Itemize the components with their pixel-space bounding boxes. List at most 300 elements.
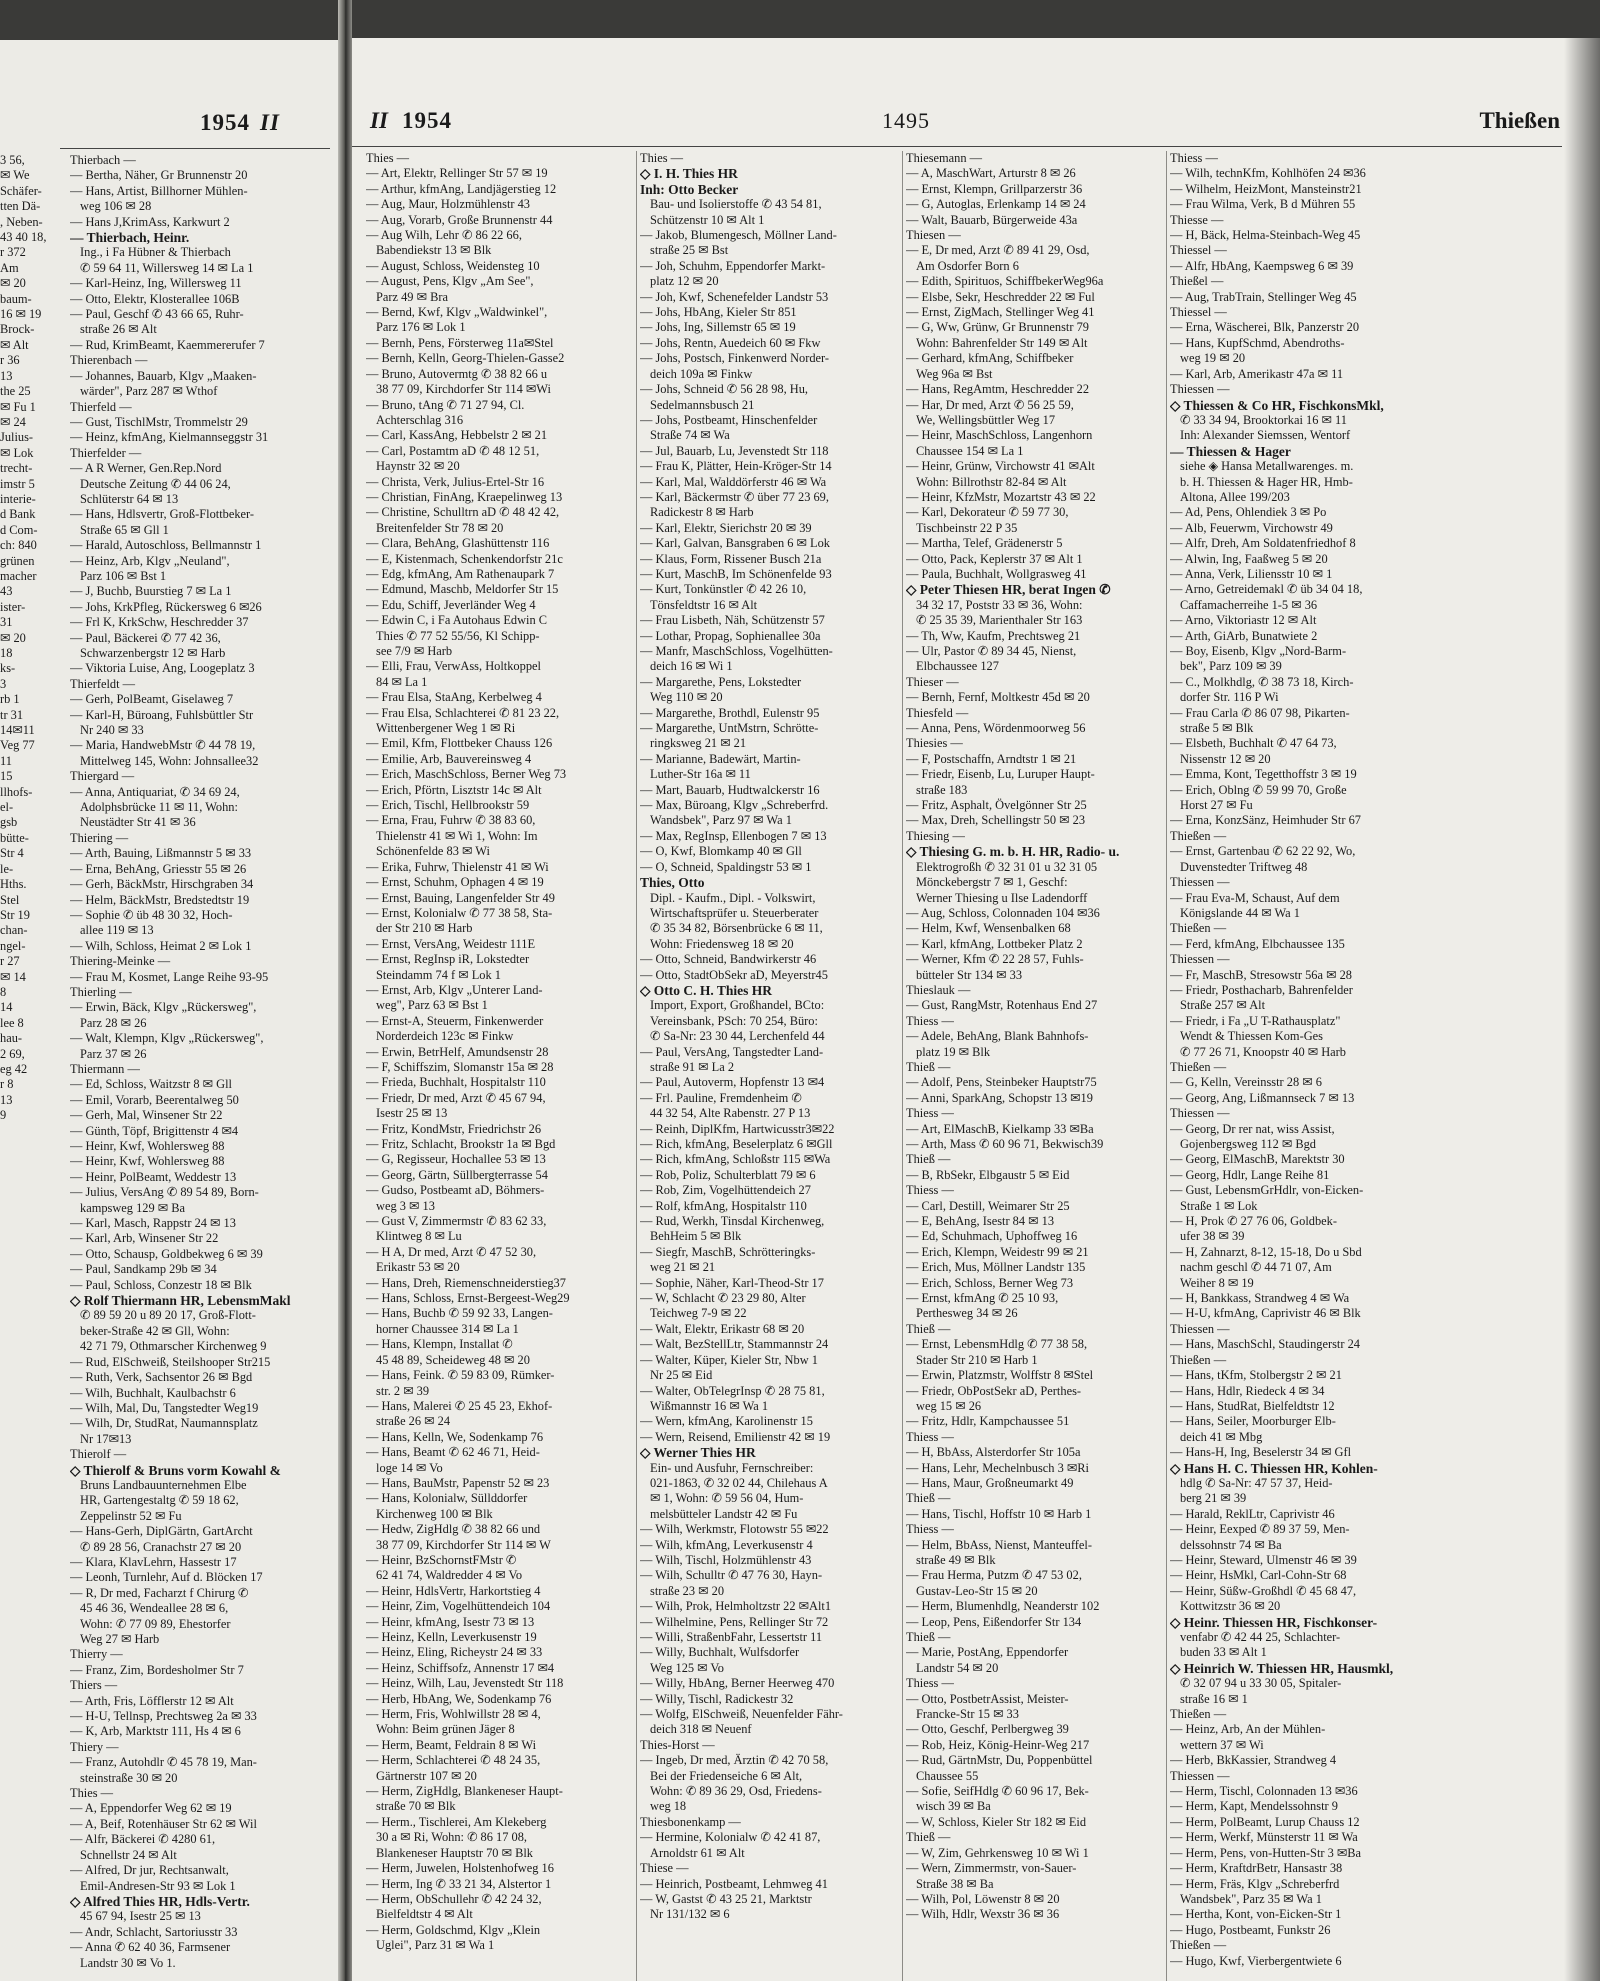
directory-entry: ringksweg 21 ✉ 21 xyxy=(650,736,747,751)
surname-heading: Thieß — xyxy=(906,1491,951,1506)
directory-entry: ✆ 89 28 56, Cranachstr 27 ✉ 20 xyxy=(80,1539,242,1554)
surname-heading: Thiess — xyxy=(906,1522,954,1537)
directory-entry: Wittenbergener Weg 1 ✉ Ri xyxy=(376,721,516,736)
cut-off-line: 43 xyxy=(0,584,13,599)
directory-entry: — Herm, Goldschmd, Klgv „Klein xyxy=(366,1922,541,1937)
directory-entry: ◇ Heinrich W. Thiessen HR, Hausmkl, xyxy=(1170,1660,1394,1676)
directory-entry: Duvenstedter Triftweg 48 xyxy=(1180,859,1308,874)
directory-entry: — Frau M, Kosmet, Lange Reihe 93-95 xyxy=(70,969,269,984)
directory-entry: — Erwin, Bäck, Klgv „Rückersweg", xyxy=(70,1000,257,1015)
directory-entry: Schnellstr 24 ✉ Alt xyxy=(80,1847,177,1862)
cut-off-line: rb 1 xyxy=(0,692,20,707)
directory-entry: Straße 74 ✉ Wa xyxy=(650,428,730,443)
cut-off-line: baum- xyxy=(0,291,32,306)
directory-entry: — Anna, Verk, Liliensstr 10 ✉ 1 xyxy=(1170,566,1333,581)
directory-entry: buden 33 ✉ Alt 1 xyxy=(1180,1645,1267,1660)
directory-entry: Königslande 44 ✉ Wa 1 xyxy=(1180,905,1300,920)
directory-entry: — Herm, Tischl, Colonnaden 13 ✉36 xyxy=(1170,1784,1358,1799)
directory-entry: Straße 65 ✉ Gll 1 xyxy=(80,522,169,537)
directory-entry: — Max, RegInsp, Ellenbogen 7 ✉ 13 xyxy=(640,828,827,843)
cut-off-line: Schäfer- xyxy=(0,183,42,198)
directory-entry: — Walt, BezStellLtr, Stammannstr 24 xyxy=(640,1337,829,1352)
directory-entry: — Hans, BauMstr, Papenstr 52 ✉ 23 xyxy=(366,1475,550,1490)
cut-off-line: 31 xyxy=(0,615,13,630)
directory-entry: ◇ Alfred Thies HR, Hdls-Vertr. xyxy=(70,1893,250,1909)
directory-entry: — Alb, Feuerwm, Virchowstr 49 xyxy=(1170,520,1333,535)
surname-heading: Thiering — xyxy=(70,830,129,845)
directory-entry: beker-Straße 42 ✉ Gll, Wohn: xyxy=(80,1323,230,1338)
surname-heading: Thieß — xyxy=(906,1630,951,1644)
surname-heading: Thierolf — xyxy=(70,1447,127,1462)
directory-entry: — Th, Ww, Kaufm, Prechtsweg 21 xyxy=(906,628,1081,643)
directory-entry: — Frieda, Buchhalt, Hospitalstr 110 xyxy=(366,1075,546,1090)
directory-entry: — A, Eppendorfer Weg 62 ✉ 19 xyxy=(70,1801,232,1816)
directory-entry: straße 23 ✉ 20 xyxy=(650,1583,725,1598)
directory-entry: straße 70 ✉ Blk xyxy=(376,1799,456,1814)
directory-entry: Wirtschaftsprüfer u. Steuerberater xyxy=(650,905,819,920)
directory-entry: — Hans, RegAmtm, Heschredder 22 xyxy=(906,382,1090,397)
cut-off-line: chan- xyxy=(0,923,28,938)
directory-entry: — Ernst, Bauing, Langenfelder Str 49 xyxy=(366,890,555,905)
surname-heading: Thiessen — xyxy=(1170,1768,1230,1783)
cut-off-line: r 27 xyxy=(0,954,20,969)
directory-entry: — G, Kelln, Vereinsstr 28 ✉ 6 xyxy=(1170,1075,1322,1090)
directory-entry: — Ed, Schuhmach, Uphoffweg 16 xyxy=(906,1229,1078,1244)
directory-entry: ◇ Thiessen & Co HR, FischkonsMkl, xyxy=(1170,397,1384,413)
directory-entry: — Heinr, BzSchornstFMstr ✆ xyxy=(366,1552,517,1567)
surname-heading: Thies — xyxy=(366,151,410,165)
directory-entry: — Hans, Feink. ✆ 59 83 09, Rümker- xyxy=(366,1368,555,1383)
directory-entry: — Ernst, Arb, Klgv „Unterer Land- xyxy=(366,982,543,997)
directory-entry: — Ernst, Kolonialw ✆ 77 38 58, Sta- xyxy=(366,905,553,920)
directory-entry: see 7/9 ✉ Harb xyxy=(376,644,453,658)
surname-heading: Thies — xyxy=(640,151,684,165)
directory-entry: Wohn: Beim grünen Jäger 8 xyxy=(376,1722,515,1737)
directory-entry: — Kurt, MaschB, Im Schönenfelde 93 xyxy=(640,566,832,581)
directory-entry: Parz 176 ✉ Lok 1 xyxy=(376,320,466,335)
directory-entry: — Ernst, Klempn, Grillparzerstr 36 xyxy=(906,181,1083,196)
directory-entry: siehe ◈ Hansa Metallwarenges. m. xyxy=(1180,459,1354,474)
directory-entry: — Friedr, ObPostSekr aD, Perthes- xyxy=(906,1383,1082,1398)
directory-entry: Weg 27 ✉ Harb xyxy=(80,1632,160,1646)
directory-entry: loge 14 ✉ Vo xyxy=(376,1460,443,1475)
directory-entry: — Erich, Tischl, Hellbrookstr 59 xyxy=(366,798,530,813)
directory-entry: — Aug Wilh, Lehr ✆ 86 22 66, xyxy=(366,228,522,243)
directory-entry: — Helm, BbAss, Nienst, Manteuffel- xyxy=(906,1537,1092,1552)
directory-entry: weg 18 xyxy=(650,1799,687,1814)
directory-entry: Altona, Allee 199/203 xyxy=(1180,489,1290,504)
directory-entry: — Alfr, Bäckerei ✆ 4280 61, xyxy=(70,1832,216,1847)
directory-entry: — Clara, BehAng, Glashüttenstr 116 xyxy=(366,536,550,551)
directory-entry: — Rob, Heiz, König-Heinr-Weg 217 xyxy=(906,1737,1090,1752)
cut-off-line: r 8 xyxy=(0,1077,14,1092)
cut-off-line: Str 19 xyxy=(0,907,30,922)
directory-entry: — Aug, Vorarb, Große Brunnenstr 44 xyxy=(366,212,553,227)
directory-entry: — Wern, Zimmermstr, von-Sauer- xyxy=(906,1861,1077,1876)
directory-entry: — Thierbach, Heinr. xyxy=(70,230,190,246)
cut-off-line: grünen xyxy=(0,553,35,568)
directory-entry: Thies, Otto xyxy=(640,875,705,891)
surname-heading: Thieser — xyxy=(906,674,959,689)
directory-entry: — Hans, Dreh, Riemenschneiderstieg37 xyxy=(366,1275,566,1290)
running-head: Thießen xyxy=(1479,108,1560,133)
directory-entry: 38 77 09, Kirchdorfer Str 114 ✉Wi xyxy=(376,382,551,397)
directory-entry: Horst 27 ✉ Fu xyxy=(1180,798,1253,813)
directory-entry: Inh: Otto Becker xyxy=(640,181,739,197)
directory-entry: — Max, Büroang, Klgv „Schreberfrd. xyxy=(640,798,829,813)
directory-entry: wisch 39 ✉ Ba xyxy=(916,1799,991,1814)
directory-entry: — Hans, Kolonialw, Süllddorfer xyxy=(366,1491,528,1506)
directory-entry: Parz 37 ✉ 26 xyxy=(80,1046,147,1061)
directory-entry: deich 109a ✉ Finkw xyxy=(650,366,753,381)
directory-entry: — Edg, kfmAng, Am Rathenaupark 7 xyxy=(366,566,555,581)
cut-off-line: the 25 xyxy=(0,384,31,399)
directory-entry: — Christine, Schulltrn aD ✆ 48 42 42, xyxy=(366,505,560,520)
directory-entry: — Paul, VersAng, Tangstedter Land- xyxy=(640,1044,824,1059)
cut-off-line: 15 xyxy=(0,769,13,784)
directory-entry: — Erwin, BetrHelf, Amundsenstr 28 xyxy=(366,1044,549,1059)
surname-heading: Thiermann — xyxy=(70,1061,140,1076)
directory-entry: bek", Parz 109 ✉ 39 xyxy=(1180,659,1282,674)
directory-entry: ✆ Sa-Nr: 23 30 44, Lerchenfeld 44 xyxy=(650,1029,825,1044)
directory-entry: — Gust, LebensmGrHdlr, von-Eicken- xyxy=(1170,1183,1364,1198)
directory-entry: — Ulr, Pastor ✆ 89 34 45, Nienst, xyxy=(906,644,1077,658)
directory-entry: Blankeneser Hauptstr 70 ✉ Blk xyxy=(376,1845,533,1860)
directory-entry: straße 91 ✉ La 2 xyxy=(650,1059,735,1074)
directory-entry: straße 26 ✉ Alt xyxy=(80,322,157,337)
directory-entry: — Hertha, Kont, von-Eicken-Str 1 xyxy=(1170,1907,1342,1922)
directory-entry: — Herm, Fräs, Klgv „Schreberfrd xyxy=(1170,1876,1340,1891)
surname-heading: Thiessen — xyxy=(1170,1106,1230,1121)
left-page xyxy=(0,40,338,1981)
directory-entry: — Otto, Schneid, Bandwirkerstr 46 xyxy=(640,952,817,967)
directory-entry: — Joh, Schuhm, Eppendorfer Markt- xyxy=(640,258,826,273)
directory-entry: — Herb, BkKassier, Strandweg 4 xyxy=(1170,1753,1337,1768)
directory-entry: 44 32 54, Alte Rabenstr. 27 P 13 xyxy=(650,1106,811,1121)
directory-entry: — Ernst, kfmAng ✆ 25 10 93, xyxy=(906,1291,1059,1306)
directory-entry: weg 106 ✉ 28 xyxy=(80,199,152,214)
directory-entry: Straße 1 ✉ Lok xyxy=(1180,1198,1258,1213)
directory-entry: — Johs, Ing, Sillemstr 65 ✉ 19 xyxy=(640,320,796,335)
column-divider xyxy=(1166,151,1167,1981)
directory-entry: — Hans, Seiler, Moorburger Elb- xyxy=(1170,1414,1336,1429)
directory-entry: — Joh, Kwf, Schenefelder Landstr 53 xyxy=(640,289,829,304)
directory-entry: ◇ Heinr. Thiessen HR, Fischkonser- xyxy=(1170,1614,1378,1630)
directory-entry: berg 21 ✉ 39 xyxy=(1180,1491,1247,1506)
directory-entry: 021-1863, ✆ 32 02 44, Chilehaus A xyxy=(650,1475,828,1490)
cut-off-line: 13 xyxy=(0,368,13,383)
directory-entry: Elbchaussee 127 xyxy=(916,659,999,674)
directory-entry: — Wilh, Prok, Helmholtzstr 22 ✉Alt1 xyxy=(640,1599,832,1614)
directory-entry: — Willy, Tischl, Radickestr 32 xyxy=(640,1691,794,1706)
directory-entry: — Emil, Vorarb, Beerentalweg 50 xyxy=(70,1092,239,1107)
directory-entry: — Ernst, LebensmHdlg ✆ 77 38 58, xyxy=(906,1337,1088,1352)
directory-entry: Wendt & Thiessen Kom-Ges xyxy=(1180,1029,1323,1044)
directory-entry: — Heinr, Eexped ✆ 89 37 59, Men- xyxy=(1170,1522,1350,1537)
directory-entry: b. H. Thiessen & Hager HR, Hmb- xyxy=(1180,474,1353,489)
surname-heading: Thießen — xyxy=(1170,1059,1227,1074)
cut-off-line: bütte- xyxy=(0,830,29,845)
directory-entry: — Reinh, DiplKfm, Hartwicusstr3✉22 xyxy=(640,1121,835,1136)
directory-entry: — Harald, ReklLtr, Caprivistr 46 xyxy=(1170,1506,1335,1521)
directory-entry: der Str 210 ✉ Harb xyxy=(376,921,473,936)
directory-entry: — Willi, StraßenbFahr, Lessertstr 11 xyxy=(640,1630,823,1644)
directory-entry: — Friedr, Dr med, Arzt ✆ 45 67 94, xyxy=(366,1090,546,1105)
directory-entry: — Georg, Dr rer nat, wiss Assist, xyxy=(1170,1121,1335,1136)
book-gutter xyxy=(338,0,352,1981)
directory-column-1 xyxy=(366,151,636,1954)
directory-entry: — Heinr, HsMkl, Carl-Cohn-Str 68 xyxy=(1170,1568,1347,1583)
directory-entry: — Wilh, Tischl, Holzmühlenstr 43 xyxy=(640,1552,812,1567)
directory-entry: — Frau Wilma, Verk, B d Mühren 55 xyxy=(1170,197,1356,212)
directory-entry: — Johs, KrkPfleg, Rückersweg 6 ✉26 xyxy=(70,599,262,614)
directory-entry: — W, Schloss, Kieler Str 182 ✉ Eid xyxy=(906,1814,1087,1829)
directory-entry: — Boy, Eisenb, Klgv „Nord-Barm- xyxy=(1170,644,1347,658)
directory-entry: — Franz, Zim, Bordesholmer Str 7 xyxy=(70,1662,244,1677)
directory-entry: straße 183 xyxy=(916,782,968,797)
directory-entry: — Edith, Spirituos, SchiffbekerWeg96a xyxy=(906,274,1104,289)
directory-entry: Wandsbek", Parz 97 ✉ Wa 1 xyxy=(650,813,792,828)
directory-entry: weg 19 ✉ 20 xyxy=(1180,351,1246,366)
directory-entry: Radickestr 8 ✉ Harb xyxy=(650,505,754,520)
directory-entry: — Erna, KonzSänz, Heimhuder Str 67 xyxy=(1170,813,1361,828)
directory-entry: — R, Dr med, Facharzt f Chirurg ✆ xyxy=(70,1585,249,1600)
directory-entry: ufer 38 ✉ 39 xyxy=(1180,1229,1245,1244)
directory-entry: — W, Schlacht ✆ 23 29 80, Alter xyxy=(640,1291,806,1306)
directory-entry: Teichweg 7-9 ✉ 22 xyxy=(650,1306,747,1321)
directory-entry: 45 46 36, Wendeallee 28 ✉ 6, xyxy=(80,1601,229,1616)
directory-entry: — Karl, Arb, Winsener Str 22 xyxy=(70,1231,219,1246)
directory-entry: — Heinr, Kwf, Wohlersweg 88 xyxy=(70,1154,225,1169)
directory-entry: straße 26 ✉ 24 xyxy=(376,1414,451,1429)
surname-heading: Thiess — xyxy=(1170,151,1218,165)
directory-entry: Wohn: Friedensweg 18 ✉ 20 xyxy=(650,936,794,951)
directory-entry: — Paul, Bäckerei ✆ 77 42 36, xyxy=(70,630,221,645)
directory-entry: — Walter, ObTelegrInsp ✆ 28 75 81, xyxy=(640,1383,825,1398)
directory-entry: — Walter, Küper, Kieler Str, Nbw 1 xyxy=(640,1352,818,1367)
directory-entry: — Hans, Schloss, Ernst-Bergeest-Weg29 xyxy=(366,1291,570,1306)
surname-heading: Thießen — xyxy=(1170,1707,1227,1722)
directory-entry: Straße 257 ✉ Alt xyxy=(1180,998,1266,1013)
directory-entry: Luther-Str 16a ✉ 11 xyxy=(650,767,751,782)
surname-heading: Thies-Horst — xyxy=(640,1737,715,1752)
cut-off-line: ✉ Fu 1 xyxy=(0,399,36,414)
directory-column-2 xyxy=(640,151,902,1923)
surname-heading: Thierry — xyxy=(70,1647,123,1662)
directory-entry: Weiher 8 ✉ 19 xyxy=(1180,1275,1254,1290)
directory-entry: Wohn: ✆ 89 36 29, Osd, Friedens- xyxy=(650,1784,822,1799)
directory-entry: — Hans, KupfSchmd, Abendroths- xyxy=(1170,335,1345,350)
directory-entry: 45 67 94, Isestr 25 ✉ 13 xyxy=(80,1909,201,1924)
directory-entry: — Max, Dreh, Schellingstr 50 ✉ 23 xyxy=(906,813,1086,828)
surname-heading: Thiessen — xyxy=(1170,875,1230,890)
directory-entry: — Christian, FinAng, Kraepelinweg 13 xyxy=(366,489,563,504)
cut-off-line: Stel xyxy=(0,892,20,907)
directory-entry: — Otto, Geschf, Perlbergweg 39 xyxy=(906,1722,1069,1737)
directory-entry: — Herm, Juwelen, Holstenhofweg 16 xyxy=(366,1861,554,1876)
directory-entry: — Heinrich, Postbeamt, Lehmweg 41 xyxy=(640,1876,828,1891)
directory-entry: — Wilh, Dr, StudRat, Naumannsplatz xyxy=(70,1416,258,1431)
directory-entry: 30 a ✉ Ri, Wohn: ✆ 86 17 08, xyxy=(376,1830,528,1845)
directory-entry: — Erich, Oblng ✆ 59 99 70, Große xyxy=(1170,782,1347,797)
directory-entry: — August, Pens, Klgv „Am See", xyxy=(366,274,534,289)
directory-entry: — F, Postschaffn, Arndtstr 1 ✉ 21 xyxy=(906,751,1077,766)
directory-entry: Wohn: Billrothstr 82-84 ✉ Alt xyxy=(916,474,1067,489)
directory-entry: — Alfr, HbAng, Kaempsweg 6 ✉ 39 xyxy=(1170,258,1354,273)
directory-entry: — Ruth, Verk, Sachsentor 26 ✉ Bgd xyxy=(70,1370,253,1385)
directory-entry: — G, Ww, Grünw, Gr Brunnenstr 79 xyxy=(906,320,1089,335)
directory-entry: Wohn: Bahrenfelder Str 149 ✉ Alt xyxy=(916,335,1088,350)
directory-entry: — Paul, Sandkamp 29b ✉ 34 xyxy=(70,1262,217,1277)
directory-entry: — Julius, VersAng ✆ 89 54 89, Born- xyxy=(70,1185,259,1200)
directory-entry: ✉ 1, Wohn: ✆ 59 56 04, Hum- xyxy=(650,1491,804,1506)
directory-entry: — Erich, Klempn, Weidestr 99 ✉ 21 xyxy=(906,1244,1089,1259)
directory-entry: ◇ Werner Thies HR xyxy=(640,1445,756,1461)
surname-heading: Thierling — xyxy=(70,984,132,999)
directory-entry: Gustav-Leo-Str 15 ✉ 20 xyxy=(916,1583,1038,1598)
cut-off-line: ch: 840 xyxy=(0,538,37,553)
directory-entry: — Gust V, Zimmermstr ✆ 83 62 33, xyxy=(366,1214,547,1229)
surname-heading: Thiesemann — xyxy=(906,151,983,165)
directory-entry: — Herm, ObSchullehr ✆ 42 24 32, xyxy=(366,1891,542,1906)
left-directory-column xyxy=(70,153,332,1971)
directory-entry: — Leop, Pens, Eißendorfer Str 134 xyxy=(906,1614,1082,1629)
directory-entry: — G, Regisseur, Hochallee 53 ✉ 13 xyxy=(366,1152,546,1167)
directory-entry: — Heinr, Zim, Vogelhüttendeich 104 xyxy=(366,1599,551,1614)
directory-entry: — Carl, Postamtm aD ✆ 48 12 51, xyxy=(366,443,540,458)
directory-entry: — Friedr, Eisenb, Lu, Luruper Haupt- xyxy=(906,767,1095,782)
cut-off-line: 3 xyxy=(0,676,7,691)
directory-entry: ◇ Thierolf & Bruns vorm Kowahl & xyxy=(70,1462,281,1478)
directory-entry: — A R Werner, Gen.Rep.Nord xyxy=(70,461,222,476)
surname-heading: Thiese — xyxy=(640,1861,689,1876)
surname-heading: Thiesen — xyxy=(906,228,961,243)
directory-entry: — Carl, KassAng, Hebbelstr 2 ✉ 21 xyxy=(366,428,548,443)
directory-entry: ✆ 32 07 94 u 33 30 05, Spitaler- xyxy=(1180,1676,1342,1691)
directory-entry: — Herm, Pens, von-Hutten-Str 3 ✉Ba xyxy=(1170,1845,1362,1860)
directory-entry: — Herm, Ing ✆ 33 21 34, Alstertor 1 xyxy=(366,1876,552,1891)
directory-entry: — C., Molkhdlg, ✆ 38 73 18, Kirch- xyxy=(1170,674,1354,689)
directory-entry: — Herb, HbAng, We, Sodenkamp 76 xyxy=(366,1691,552,1706)
cut-off-line: 9 xyxy=(0,1108,7,1123)
directory-entry: — Frau Eva-M, Schaust, Auf dem xyxy=(1170,890,1340,905)
directory-entry: — Erna, Frau, Fuhrw ✆ 38 83 60, xyxy=(366,813,536,828)
directory-entry: Tischbeinstr 22 P 35 xyxy=(916,520,1018,535)
cut-off-line: 3 56, xyxy=(0,153,25,167)
directory-entry: — Johs, HbAng, Kieler Str 851 xyxy=(640,305,797,320)
directory-entry: — W, Zim, Gehrkensweg 10 ✉ Wi 1 xyxy=(906,1845,1089,1860)
directory-entry: Klintweg 8 ✉ Lu xyxy=(376,1229,462,1244)
directory-entry: — Karl-H, Büroang, Fuhlsbüttler Str xyxy=(70,707,254,722)
directory-entry: — Wilh, technKfm, Kohlhöfen 24 ✉36 xyxy=(1170,166,1366,181)
directory-entry: Kottwitzstr 36 ✉ 20 xyxy=(1180,1599,1281,1614)
directory-entry: — A, MaschWart, Arturstr 8 ✉ 26 xyxy=(906,166,1076,181)
directory-entry: — Rud, Werkh, Tinsdal Kirchenweg, xyxy=(640,1214,825,1229)
directory-entry: Import, Export, Großhandel, BCto: xyxy=(650,998,825,1013)
directory-entry: Werner Thiesing u Ilse Ladendorff xyxy=(916,890,1088,905)
directory-entry: — H, Bäck, Helma-Steinbach-Weg 45 xyxy=(1170,228,1361,243)
directory-entry: Caffamacherreihe 1-5 ✉ 36 xyxy=(1180,597,1318,612)
directory-entry: — A, Beif, Rotenhäuser Str 62 ✉ Wil xyxy=(70,1816,257,1831)
directory-entry: — Herm, Werkf, Münsterstr 11 ✉ Wa xyxy=(1170,1830,1358,1845)
directory-entry: — Elsbeth, Buchhalt ✆ 47 64 73, xyxy=(1170,736,1337,751)
directory-entry: straße 25 ✉ Bst xyxy=(650,243,729,258)
directory-entry: melsbütteler Landstr 42 ✉ Fu xyxy=(650,1506,798,1521)
directory-entry: — Ernst, VersAng, Weidestr 111E xyxy=(366,936,536,951)
directory-entry: — Manfr, MaschSchloss, Vogelhütten- xyxy=(640,644,833,658)
cut-off-line: ngel- xyxy=(0,938,26,953)
directory-entry: — Frau Carla ✆ 86 07 98, Pikarten- xyxy=(1170,705,1350,720)
directory-entry: — Wilh, Hdlr, Wexstr 36 ✉ 36 xyxy=(906,1907,1060,1922)
surname-heading: Thiessen — xyxy=(1170,952,1230,967)
directory-entry: — Arno, Getreidemakl ✆ üb 34 04 18, xyxy=(1170,582,1363,597)
directory-entry: — Wilh, Mal, Du, Tangstedter Weg19 xyxy=(70,1400,259,1415)
surname-heading: Thieß — xyxy=(906,1152,951,1167)
directory-entry: — Hans, Klempn, Installat ✆ xyxy=(366,1337,513,1352)
directory-entry: — Hedw, ZigHdlg ✆ 38 82 66 und xyxy=(366,1522,541,1537)
directory-entry: — Viktoria Luise, Ang, Loogeplatz 3 xyxy=(70,661,255,676)
directory-entry: ◇ Hans H. C. Thiessen HR, Kohlen- xyxy=(1170,1460,1378,1476)
directory-entry: Landstr 54 ✉ 20 xyxy=(916,1660,999,1675)
directory-entry: — Alfr, Dreh, Am Soldatenfriedhof 8 xyxy=(1170,536,1356,551)
directory-entry: — Karl, Dekorateur ✆ 59 77 30, xyxy=(906,505,1069,520)
directory-entry: — H, BbAss, Alsterdorfer Str 105a xyxy=(906,1445,1081,1460)
directory-entry: — Heinr, MaschSchloss, Langenhorn xyxy=(906,428,1093,443)
directory-entry: — Georg, Hdlr, Lange Reihe 81 xyxy=(1170,1167,1330,1182)
cut-off-line: ✉ Lok xyxy=(0,445,34,460)
directory-entry: — Helm, BäckMstr, Bredstedtstr 19 xyxy=(70,892,250,907)
directory-entry: — Anna, Antiquariat, ✆ 34 69 24, xyxy=(70,784,240,799)
surname-heading: Thiers — xyxy=(70,1678,118,1693)
surname-heading: Thießen — xyxy=(1170,828,1227,843)
directory-entry: — Gudso, Postbeamt aD, Böhmers- xyxy=(366,1183,545,1198)
directory-entry: — Georg, Ang, Lißmannseck 7 ✉ 13 xyxy=(1170,1090,1355,1105)
directory-entry: — H, Zahnarzt, 8-12, 15-18, Do u Sbd xyxy=(1170,1244,1362,1259)
directory-entry: — Walt, Elektr, Erikastr 68 ✉ 20 xyxy=(640,1321,805,1336)
directory-entry: — Gust, RangMstr, Rotenhaus End 27 xyxy=(906,998,1098,1013)
directory-entry: — Hans, MaschSchl, Staudingerstr 24 xyxy=(1170,1337,1360,1352)
directory-entry: — Bernh, Kelln, Georg-Thielen-Gasse2 xyxy=(366,351,565,366)
directory-entry: Babendiekstr 13 ✉ Blk xyxy=(376,243,492,258)
directory-entry: weg 3 ✉ 13 xyxy=(376,1198,435,1213)
directory-entry: Thies ✆ 77 52 55/56, Kl Schipp- xyxy=(376,628,540,643)
directory-entry: — Heinr, HdlsVertr, Harkortstieg 4 xyxy=(366,1583,541,1598)
directory-entry: — Walt, Klempn, Klgv „Rückersweg", xyxy=(70,1031,264,1046)
directory-entry: Wißmannstr 16 ✉ Wa 1 xyxy=(650,1398,769,1413)
directory-entry: — Otto, PostbetrAssist, Meister- xyxy=(906,1691,1069,1706)
directory-entry: — Sofie, SeifHdlg ✆ 60 96 17, Bek- xyxy=(906,1784,1089,1799)
directory-entry: — Karl, kfmAng, Lottbeker Platz 2 xyxy=(906,936,1083,951)
directory-entry: Mönckebergstr 7 ✉ 1, Geschf: xyxy=(916,875,1068,890)
directory-entry: — Ernst, RegInsp iR, Lokstedter xyxy=(366,952,530,967)
cut-off-line: , Neben- xyxy=(0,214,43,229)
directory-column-3 xyxy=(906,151,1168,1923)
directory-entry: — Hans, StudRat, Bielfeldtstr 12 xyxy=(1170,1398,1335,1413)
directory-entry: Achterschlag 316 xyxy=(376,412,464,427)
directory-entry: — Heinr, Steward, Ulmenstr 46 ✉ 39 xyxy=(1170,1552,1357,1567)
directory-entry: — Lothar, Propag, Sophienallee 30a xyxy=(640,628,821,643)
directory-entry: Wandsbek", Parz 35 ✉ Wa 1 xyxy=(1180,1891,1322,1906)
directory-entry: — Bertha, Näher, Gr Brunnenstr 20 xyxy=(70,168,248,183)
directory-entry: — G, Autoglas, Erlenkamp 14 ✉ 24 xyxy=(906,197,1086,212)
directory-entry: — Frau Lisbeth, Näh, Schützenstr 57 xyxy=(640,613,825,628)
directory-entry: — Marianne, Badewärt, Martin- xyxy=(640,751,801,766)
cut-off-line: ks- xyxy=(0,661,16,676)
directory-entry: — Rud, GärtnMstr, Du, Poppenbüttel xyxy=(906,1753,1093,1768)
directory-entry: — Frl K, KrkSchw, Heschredder 37 xyxy=(70,615,249,630)
directory-entry: — Bernh, Fernf, Moltkestr 45d ✉ 20 xyxy=(906,690,1090,705)
directory-entry: — Arthur, kfmAng, Landjägerstieg 12 xyxy=(366,181,557,196)
